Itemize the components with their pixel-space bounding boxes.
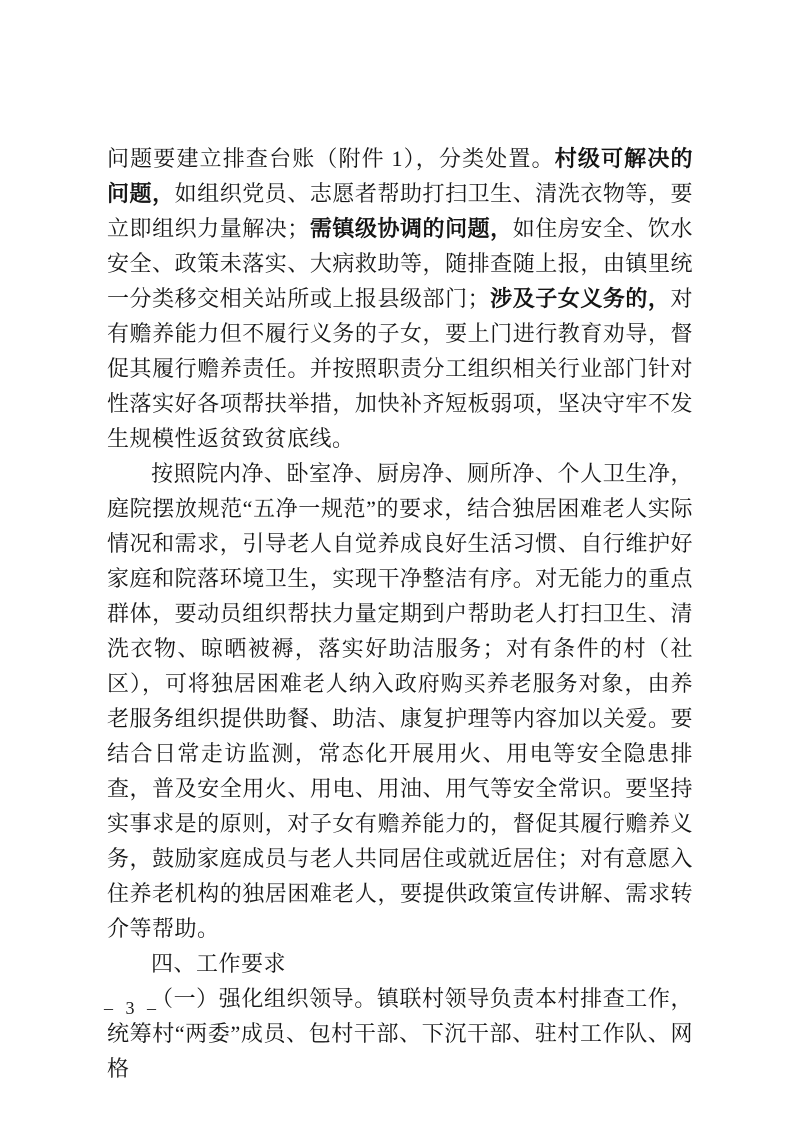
- document-body: [107, 141, 693, 1086]
- text-segment-normal: 如住房安全、饮水安全、政策未落实、大病救助等，随排查随上报，由镇里统一分类移交相关站所或上报县级部门；: [107, 216, 693, 311]
- paragraph-strengthen-leadership: [107, 981, 693, 1086]
- text-segment-heading: 四、工作要求: [151, 951, 287, 976]
- paragraph-five-clean-standard: [107, 456, 693, 946]
- text-segment-normal: 对有赡养能力但不履行义务的子女，要上门进行教育劝导，督促其履行赡养责任。并按照职责分工组织相关行业部门针对性落实好各项帮扶举措，加快补齐短板弱项，坚决守牢不发生规模性返贫致贫底线。: [107, 286, 693, 451]
- text-segment-kaiti: （一）强化组织领导。: [151, 986, 377, 1011]
- section-heading-work-requirements: [107, 946, 693, 981]
- text-segment-bold: 村级可解决的问题，: [107, 146, 693, 206]
- paragraph-problem-classification: [107, 141, 693, 456]
- text-segment-bold: 涉及子女义务的，: [490, 286, 671, 311]
- page-number: – 3 –: [104, 998, 160, 1018]
- text-segment-normal: 镇联村领导负责本村排查工作，统筹村“两委”成员、包村干部、下沉干部、驻村工作队、网格: [107, 986, 693, 1081]
- text-segment-bold: 需镇级协调的问题，: [309, 216, 513, 241]
- text-segment-normal: 如组织党员、志愿者帮助打扫卫生、清洗衣物等，要立即组织力量解决；: [107, 181, 693, 241]
- text-segment-normal: 问题要建立排查台账（附件 1），分类处置。: [107, 146, 555, 171]
- text-segment-normal: 按照院内净、卧室净、厨房净、厕所净、个人卫生净，庭院摆放规范“五净一规范”的要求，结合独居困难老人实际情况和需求，引导老人自觉养成良好生活习惯、自行维护好家庭和院落环境卫生，实现干净整洁有序。对无能力的重点群体，要动员组织帮扶力量定期到户帮助老人打扫卫生、清洗衣物、晾晒被褥，落实好助洁服务；对有条件的村（社区），可将独居困难老人纳入政府购买养老服务对象，由养老服务组织提供助餐、助洁、康复护理等内容加以关爱。要结合日常走访监测，常态化开展用火、用电等安全隐患排查，普及安全用火、用电、用油、用气等安全常识。要坚持实事求是的原则，对子女有赡养能力的，督促其履行赡养义务，鼓励家庭成员与老人共同居住或就近居住；对有意愿入住养老机构的独居困难老人，要提供政策宣传讲解、需求转介等帮助。: [107, 461, 693, 941]
